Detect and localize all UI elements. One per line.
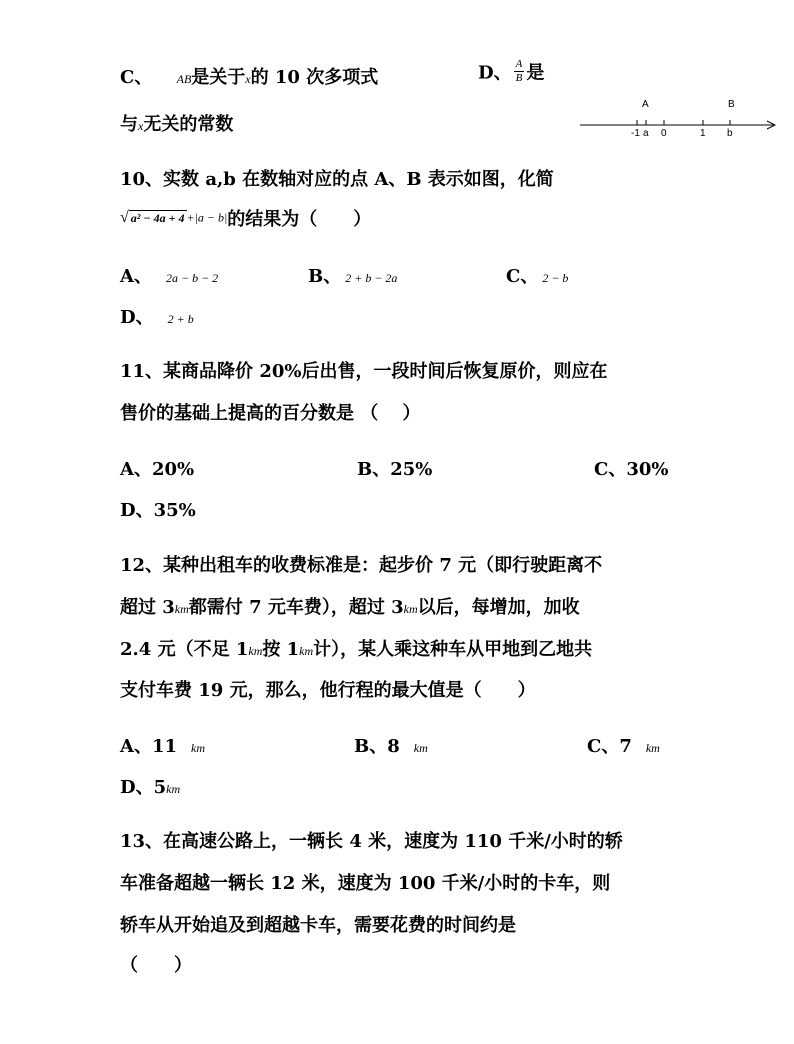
q11-option-b[interactable]: B、25% xyxy=(357,459,433,480)
tick-label-0: 0 xyxy=(661,128,667,138)
q13-line3: 轿车从开始追及到超越卡车，需要花费的时间约是 xyxy=(120,915,516,936)
tick-label-b: b xyxy=(727,128,733,138)
point-label-a: A xyxy=(642,99,649,110)
q11-option-d[interactable]: D、35% xyxy=(120,500,196,521)
q12-option-b[interactable]: B、8 km xyxy=(354,736,428,757)
q12-option-d[interactable]: D、5km xyxy=(120,777,181,798)
q12-line3: 2.4 元（不足 1km按 1km计），某人乘这种车从甲地到乙地共 xyxy=(120,639,593,660)
q10-option-c[interactable]: C、 2 − b xyxy=(506,266,569,287)
q12-option-a[interactable]: A、11 km xyxy=(120,736,206,757)
q11-option-a[interactable]: A、20% xyxy=(120,459,195,480)
q10-line1: 10、实数 a,b 在数轴对应的点 A、B 表示如图，化简 xyxy=(120,169,554,190)
tick-label-neg1: -1 xyxy=(631,128,640,138)
tick-label-1: 1 xyxy=(700,128,706,138)
q11-line1: 11、某商品降价 20%后出售，一段时间后恢复原价，则应在 xyxy=(120,361,608,382)
tick-label-a: a xyxy=(643,128,649,138)
q10-option-d[interactable]: D、 2 + b xyxy=(120,307,194,328)
fraction-a-over-b: $\frac{A}{B}$ xyxy=(515,58,523,84)
q13-line2: 车准备超越一辆长 12 米，速度为 100 千米/小时的卡车，则 xyxy=(120,873,611,894)
q12-line2: 超过 3km都需付 7 元车费），超过 3km以后，每增加，加收 xyxy=(120,597,580,618)
q11-line2: 售价的基础上提高的百分数是 （ ） xyxy=(120,403,421,424)
q9-option-d[interactable]: D、 $\frac{A}{B}$ 是 xyxy=(478,58,545,84)
q10-line2: √ a² − 4a + 4 +|a − b|的结果为（ ） xyxy=(120,209,372,230)
math-ab: AB xyxy=(176,72,192,86)
q9-option-c[interactable]: C、 AB是关于x的 10 次多项式 xyxy=(120,67,379,88)
q12-option-c[interactable]: C、7 km xyxy=(587,736,660,757)
q12-line4: 支付车费 19 元，那么，他行程的最大值是（ ） xyxy=(120,680,536,701)
q10-option-b[interactable]: B、 2 + b − 2a xyxy=(308,266,398,287)
q13-line4: （ ） xyxy=(120,955,192,976)
q13-line1: 13、在高速公路上，一辆长 4 米，速度为 110 千米/小时的轿 xyxy=(120,831,623,852)
q10-option-a[interactable]: A、 2a − b − 2 xyxy=(120,266,219,287)
sqrt-expression: √ a² − 4a + 4 xyxy=(120,209,185,226)
point-label-b: B xyxy=(728,99,735,110)
number-line-figure xyxy=(578,96,782,138)
q12-line1: 12、某种出租车的收费标准是：起步价 7 元（即行驶距离不 xyxy=(120,555,603,576)
q11-option-c[interactable]: C、30% xyxy=(594,459,669,480)
q9-option-d-cont: 与x无关的常数 xyxy=(120,114,234,135)
